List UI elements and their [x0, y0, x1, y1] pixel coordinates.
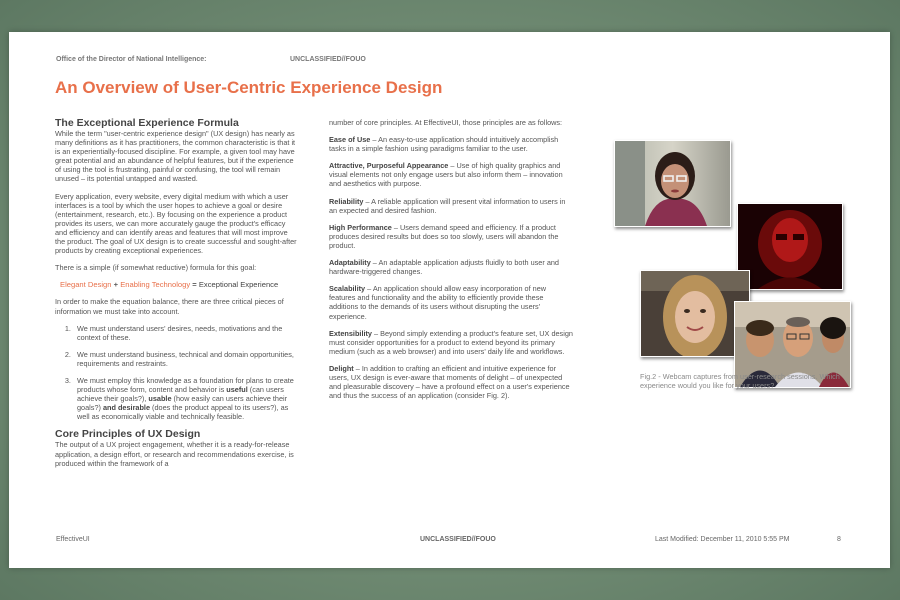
paragraph: In order to make the equation balance, there are three critical pieces of information we must take into account.: [55, 297, 284, 316]
principle: Extensibility – Beyond simply extending a product's feature set, UX design must consider opportunities for a product to extend beyond its primary medium (such as a web browser) and into users' daily life and workflows.: [329, 328, 573, 356]
principle: Ease of Use – An easy-to-use application should intuitively accomplish tasks in a simple fashion using paradigms familiar to the user.: [329, 135, 559, 154]
principle: Reliability – A reliable application will present vital information to users in an expected and desired fashion.: [329, 196, 566, 215]
header-classification: UNCLASSIFIED//FOUO: [290, 56, 366, 63]
formula-term-technology: Enabling Technology: [120, 280, 191, 290]
formula-result: Exceptional Experience: [198, 280, 279, 290]
paragraph: number of core principles. At EffectiveUI, those principles are as follows:: [329, 118, 563, 127]
header-office: Office of the Director of National Intelligence:: [56, 56, 207, 63]
page-number: 8: [837, 536, 841, 543]
figure-caption: Fig.2 - Webcam captures from user-research sessions. Which experience would you like for your users?: [640, 372, 840, 391]
list-item: 2. We must understand business, technical and domain opportunities, requirements and restraints.: [73, 350, 299, 368]
numbered-list: [55, 324, 299, 422]
column-middle: [329, 118, 573, 408]
section-heading-formula: The Exceptional Experience Formula: [55, 117, 239, 129]
webcam-photo-woman-glasses: [614, 140, 731, 227]
principle: High Performance – Users demand speed and efficiency. If a product produces desired results but does so too slowly, users will abandon the product.: [329, 222, 559, 250]
page-title: An Overview of User-Centric Experience Design: [55, 78, 443, 97]
paragraph: Every application, every website, every digital medium with which a user interfaces is a tool by which the user hopes to achieve a goal or desire (entertainment, research, etc.). By focusing on the experience a product provides its users, we can more accurately gauge the product's efficacy and efficiency and can identify areas and features that will most improve the product. The goal of UX design is to create successful and sought-after products by creating exceptional experiences.: [55, 191, 297, 256]
formula-term-design: Elegant Design: [60, 280, 112, 290]
list-item: 3. We must employ this knowledge as a foundation for plans to create products whose form, content and behavior is useful (can users achieve their goals?), usable (how easily can users achieve their goals?) and desirable (does the product appeal to its users?), as well as economically viable and technically feasible.: [73, 376, 299, 421]
paragraph: The output of a UX project engagement, whether it is a ready-for-release application, a design effort, or research and recommendations exercise, is produced within the framework of a: [55, 440, 294, 468]
webcam-photo-collage: [609, 138, 849, 368]
principle: Delight – In addition to crafting an efficient and intuitive experience for users, UX design is ever-aware that moments of delight – of unexpected and pleasurable discovery – have a profound effect on a user's experience and thus the success of an application (consider Fig. 2).: [329, 363, 570, 401]
webcam-photo-man-red: [737, 203, 843, 290]
paragraph: While the term "user-centric experience design" (UX design) has nearly as many definitions as it has practitioners, the common characteristic is that it is an experientially-focused discipline. For example, a given tool may have great potential and an abundance of helpful features, but if the experience of using the tool is frustrating, painful or confusing, the tool will remain unused – its potential untapped and wasted.: [55, 129, 296, 184]
footer-company: EffectiveUI: [56, 536, 90, 543]
principle: Attractive, Purposeful Appearance – Use of high quality graphics and visual elements not only engage users but also inform them – innovation and aesthetics with purpose.: [329, 161, 563, 189]
principle: Adaptability – An adaptable application adjusts fluidly to both user and hardware-triggered changes.: [329, 258, 559, 277]
footer-last-modified: Last Modified: December 11, 2010 5:55 PM: [655, 536, 790, 543]
formula-plus: +: [113, 280, 119, 290]
list-item: 1. We must understand users' desires, needs, motivations and the context of these.: [73, 324, 299, 342]
formula: [60, 280, 299, 289]
footer-classification: UNCLASSIFIED//FOUO: [420, 536, 496, 543]
principle: Scalability – An application should allow easy incorporation of new features and functionality and the ability to efficiently provide these additions to the demands of its users without disrupting the users' experience.: [329, 284, 547, 321]
formula-equals: =: [192, 280, 197, 290]
section-heading-principles: Core Principles of UX Design: [55, 428, 201, 441]
column-left: [55, 118, 299, 476]
document-page: [9, 32, 890, 568]
paragraph: There is a simple (if somewhat reductive) formula for this goal:: [55, 263, 257, 273]
